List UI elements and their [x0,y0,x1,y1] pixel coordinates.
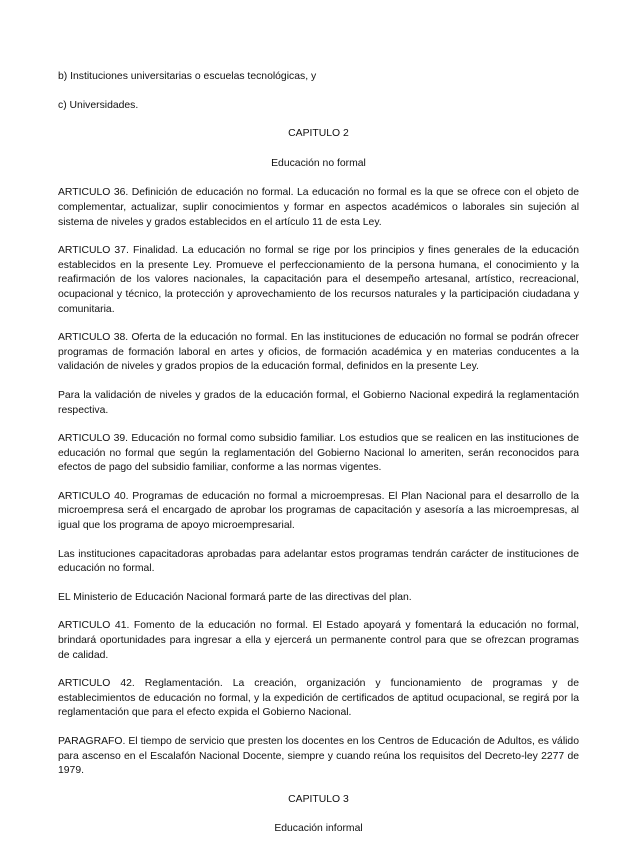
article-38: ARTICULO 38. Oferta de la educación no formal. En las instituciones de educación no formal se podrán ofrecer programas de formación laboral en artes y oficios, de formación académica y en materias conducentes a la validación de niveles y grados propios de la educación formal, definidos en la presente Ley. [58,332,579,373]
article-39: ARTICULO 39. Educación no formal como subsidio familiar. Los estudios que se realicen en las instituciones de educación no formal que según la reglamentación del Gobierno Nacional lo ameriten, serán reconocidos para efectos de pago del subsidio familiar, conforme a las normas vigentes. [58,433,579,474]
article-40: ARTICULO 40. Programas de educación no formal a microempresas. El Plan Nacional para el desarrollo de la microempresa será el encargado de aprobar los programas de capacitación y asesoría a las microempresas, al igual que los programa de apoyo microempresarial. [58,490,579,532]
list-item-c: c) Universidades. [58,99,139,111]
article-40-institutions: Las instituciones capacitadoras aprobadas para adelantar estos programas tendrán carácter de instituciones de educación no formal. [58,548,579,575]
chapter-3-subheading: Educación informal [274,823,363,835]
paragrafo: PARAGRAFO. El tiempo de servicio que presten los docentes en los Centros de Educación de Adultos, es válido para ascenso en el Escalafón Nacional Docente, siempre y cuando reúna los requisitos del Decreto-ley 2277 de 1979. [58,736,579,777]
chapter-2-subheading: Educación no formal [271,157,366,169]
article-40-ministry: EL Ministerio de Educación Nacional formará parte de las directivas del plan. [58,591,412,603]
chapter-3-heading: CAPITULO 3 [288,793,349,805]
article-42: ARTICULO 42. Reglamentación. La creación, organización y funcionamiento de programas y de establecimientos de educación no formal, y la expedición de certificados de aptitud ocupacional, se regirá por la reglamentación que para el efecto expida el Gobierno Nacional. [58,678,579,719]
article-41: ARTICULO 41. Fomento de la educación no formal. El Estado apoyará y fomentará la educación no formal, brindará oportunidades para ingresar a ella y ejercerá un permanente control para que se ofrezcan programas de calidad. [58,620,579,661]
article-37: ARTICULO 37. Finalidad. La educación no formal se rige por los principios y fines generales de la educación establecidos en la presente Ley. Promueve el perfeccionamiento de la persona humana, el conocimiento y la reafirmación de los valores nacionales, la capacitación para el desempeño artesanal, artístico, recreacional, ocupacional y técnico, la protección y aprovechamiento de los recursos naturales y la participación ciudadana y comunitaria. [58,245,579,315]
article-36: ARTICULO 36. Definición de educación no formal. La educación no formal es la que se ofrece con el objeto de complementar, actualizar, suplir conocimientos y formar en aspectos académicos o laborales sin sujeción al sistema de niveles y grados establecidos en el artículo 11 de esta Ley. [58,187,579,228]
chapter-2-heading: CAPITULO 2 [288,128,349,140]
document-page [58,70,579,852]
article-38-validation: Para la validación de niveles y grados de la educación formal, el Gobierno Nacional expedirá la reglamentación respectiva. [58,389,579,416]
list-item-b: b) Instituciones universitarias o escuelas tecnológicas, y [58,71,317,82]
